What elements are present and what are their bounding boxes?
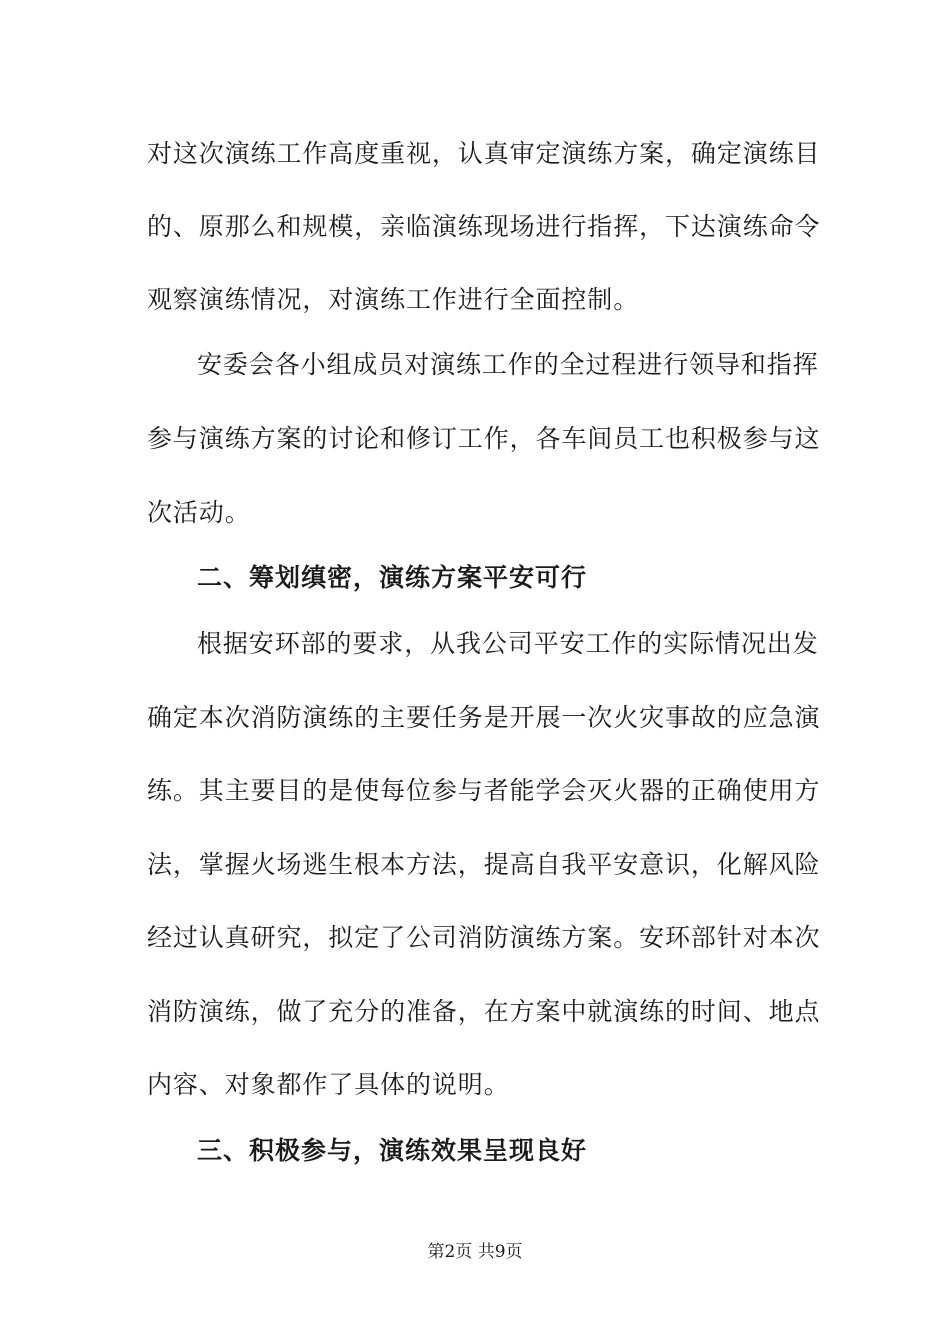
body-text-line: 确定本次消防演练的主要任务是开展一次火灾事故的应急演 xyxy=(147,703,821,732)
body-text-line: 参与演练方案的讨论和修订工作，各车间员工也积极参与这 xyxy=(147,424,821,453)
body-text-line: 内容、对象都作了具体的说明。 xyxy=(147,1070,510,1099)
body-text-line: 法，掌握火场逃生根本方法，提高自我平安意识，化解风险 xyxy=(147,850,821,879)
body-text-line: 消防演练，做了充分的准备，在方案中就演练的时间、地点 xyxy=(147,997,821,1026)
body-text-line: 的、原那么和规模，亲临演练现场进行指挥，下达演练命令 xyxy=(147,212,821,241)
body-text-line: 根据安环部的要求，从我公司平安工作的实际情况出发 xyxy=(197,629,819,658)
body-text-line: 练。其主要目的是使每位参与者能学会灭火器的正确使用方 xyxy=(147,776,821,805)
body-text-line: 次活动。 xyxy=(147,498,251,527)
section-heading: 二、筹划缜密，演练方案平安可行 xyxy=(197,563,588,592)
section-heading: 三、积极参与，演练效果呈现良好 xyxy=(197,1136,588,1165)
body-text-line: 安委会各小组成员对演练工作的全过程进行领导和指挥 xyxy=(197,350,819,379)
body-text-line: 观察演练情况，对演练工作进行全面控制。 xyxy=(147,285,640,314)
body-text-line: 对这次演练工作高度重视，认真审定演练方案，确定演练目 xyxy=(147,139,821,168)
page-number-footer: 第2页 共9页 xyxy=(427,1242,523,1262)
body-text-line: 经过认真研究，拟定了公司消防演练方案。安环部针对本次 xyxy=(147,923,821,952)
